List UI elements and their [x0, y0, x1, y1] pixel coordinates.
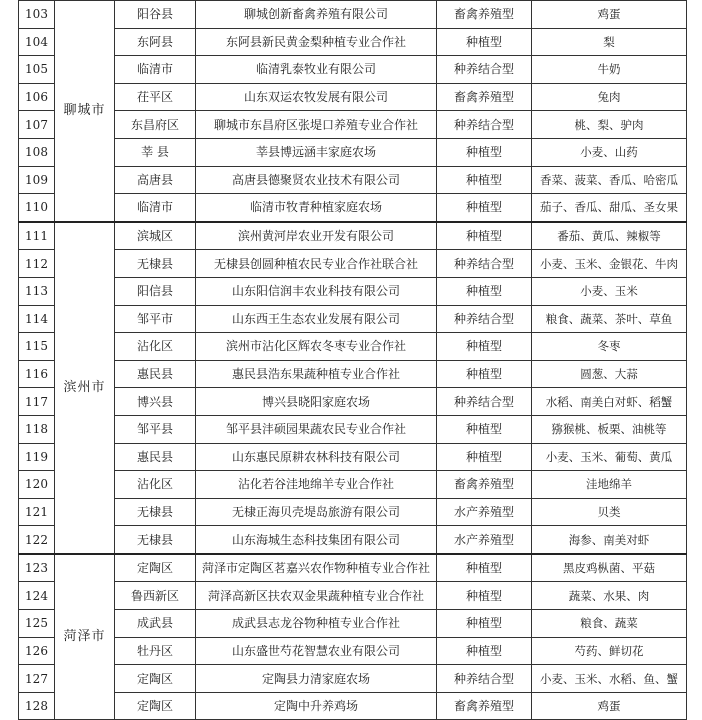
county-cell: 邹平县	[115, 415, 196, 443]
row-number-cell: 111	[19, 222, 55, 250]
city-cell: 聊城市	[55, 1, 115, 222]
product-cell: 水稻、南美白对虾、稻蟹	[532, 388, 687, 416]
entity-name-cell: 博兴县晓阳家庭农场	[196, 388, 437, 416]
entity-name-cell: 山东惠民原耕农林科技有限公司	[196, 443, 437, 471]
county-cell: 滨城区	[115, 222, 196, 250]
county-cell: 鲁西新区	[115, 582, 196, 610]
entity-name-cell: 聊城创新畜禽养殖有限公司	[196, 1, 437, 29]
table-row	[19, 610, 687, 638]
county-cell: 惠民县	[115, 360, 196, 388]
farm-type-cell: 种植型	[437, 194, 532, 222]
county-cell: 定陶区	[115, 692, 196, 720]
product-cell: 贝类	[532, 498, 687, 526]
county-cell: 博兴县	[115, 388, 196, 416]
city-cell: 滨州市	[55, 222, 115, 554]
row-number-cell: 122	[19, 526, 55, 554]
table-row	[19, 582, 687, 610]
entity-name-cell: 莘县博远涵丰家庭农场	[196, 138, 437, 166]
table-row	[19, 222, 687, 250]
county-cell: 定陶区	[115, 665, 196, 693]
farm-type-cell: 种植型	[437, 637, 532, 665]
entity-name-cell: 菏泽高新区扶农双金果蔬种植专业合作社	[196, 582, 437, 610]
table-row	[19, 360, 687, 388]
product-cell: 小麦、山药	[532, 138, 687, 166]
table-row	[19, 415, 687, 443]
entity-name-cell: 惠民县浩东果蔬种植专业合作社	[196, 360, 437, 388]
product-cell: 鸡蛋	[532, 692, 687, 720]
row-number-cell: 109	[19, 166, 55, 194]
table-row	[19, 1, 687, 29]
county-cell: 阳谷县	[115, 1, 196, 29]
product-cell: 番茄、黄瓜、辣椒等	[532, 222, 687, 250]
entity-name-cell: 滨州市沾化区辉农冬枣专业合作社	[196, 333, 437, 361]
county-cell: 邹平市	[115, 305, 196, 333]
entity-name-cell: 山东海城生态科技集团有限公司	[196, 526, 437, 554]
entity-name-cell: 聊城市东昌府区张堤口养殖专业合作社	[196, 111, 437, 139]
product-cell: 小麦、玉米、葡萄、黄瓜	[532, 443, 687, 471]
table-row	[19, 498, 687, 526]
farm-type-cell: 畜禽养殖型	[437, 83, 532, 111]
table-row	[19, 250, 687, 278]
county-cell: 牡丹区	[115, 637, 196, 665]
county-cell: 临清市	[115, 194, 196, 222]
farm-type-cell: 种养结合型	[437, 250, 532, 278]
farm-type-cell: 种植型	[437, 333, 532, 361]
farm-type-cell: 种养结合型	[437, 665, 532, 693]
county-cell: 高唐县	[115, 166, 196, 194]
farm-type-cell: 种植型	[437, 443, 532, 471]
row-number-cell: 103	[19, 1, 55, 29]
county-cell: 沾化区	[115, 471, 196, 499]
table-body	[19, 1, 687, 720]
row-number-cell: 116	[19, 360, 55, 388]
row-number-cell: 126	[19, 637, 55, 665]
row-number-cell: 127	[19, 665, 55, 693]
table-row	[19, 111, 687, 139]
entity-name-cell: 定陶中升养鸡场	[196, 692, 437, 720]
entity-name-cell: 定陶县力清家庭农场	[196, 665, 437, 693]
product-cell: 香菜、菠菜、香瓜、哈密瓜	[532, 166, 687, 194]
entity-name-cell: 成武县志龙谷物种植专业合作社	[196, 610, 437, 638]
row-number-cell: 107	[19, 111, 55, 139]
entity-name-cell: 临清乳泰牧业有限公司	[196, 56, 437, 84]
product-cell: 桃、梨、驴肉	[532, 111, 687, 139]
entity-name-cell: 滨州黄河岸农业开发有限公司	[196, 222, 437, 250]
product-cell: 黑皮鸡枞菌、平菇	[532, 554, 687, 582]
farm-type-cell: 水产养殖型	[437, 498, 532, 526]
county-cell: 惠民县	[115, 443, 196, 471]
entity-name-cell: 山东西王生态农业发展有限公司	[196, 305, 437, 333]
product-cell: 兔肉	[532, 83, 687, 111]
product-cell: 茄子、香瓜、甜瓜、圣女果	[532, 194, 687, 222]
row-number-cell: 125	[19, 610, 55, 638]
farm-type-cell: 种植型	[437, 610, 532, 638]
farm-type-cell: 种植型	[437, 277, 532, 305]
county-cell: 阳信县	[115, 277, 196, 305]
row-number-cell: 108	[19, 138, 55, 166]
county-cell: 临清市	[115, 56, 196, 84]
product-cell: 小麦、玉米、水稻、鱼、蟹	[532, 665, 687, 693]
row-number-cell: 124	[19, 582, 55, 610]
entity-name-cell: 菏泽市定陶区茗嘉兴农作物种植专业合作社	[196, 554, 437, 582]
product-cell: 芍药、鲜切花	[532, 637, 687, 665]
farm-type-cell: 种植型	[437, 222, 532, 250]
table-row	[19, 277, 687, 305]
product-cell: 猕猴桃、板栗、油桃等	[532, 415, 687, 443]
table-row	[19, 443, 687, 471]
table-row	[19, 305, 687, 333]
entity-name-cell: 邹平县沣硕园果蔬农民专业合作社	[196, 415, 437, 443]
product-cell: 鸡蛋	[532, 1, 687, 29]
county-cell: 沾化区	[115, 333, 196, 361]
product-cell: 梨	[532, 28, 687, 56]
county-cell: 无棣县	[115, 498, 196, 526]
product-cell: 蔬菜、水果、肉	[532, 582, 687, 610]
demonstration-farm-table	[18, 0, 687, 720]
row-number-cell: 123	[19, 554, 55, 582]
farm-type-cell: 种植型	[437, 166, 532, 194]
entity-name-cell: 山东盛世芍花智慧农业有限公司	[196, 637, 437, 665]
table-row	[19, 83, 687, 111]
entity-name-cell: 东阿县新民黄金梨种植专业合作社	[196, 28, 437, 56]
farm-type-cell: 畜禽养殖型	[437, 1, 532, 29]
farm-type-cell: 种植型	[437, 582, 532, 610]
farm-type-cell: 畜禽养殖型	[437, 692, 532, 720]
farm-type-cell: 畜禽养殖型	[437, 471, 532, 499]
farm-type-cell: 种植型	[437, 415, 532, 443]
entity-name-cell: 临清市牧青种植家庭农场	[196, 194, 437, 222]
row-number-cell: 110	[19, 194, 55, 222]
entity-name-cell: 山东双运农牧发展有限公司	[196, 83, 437, 111]
farm-type-cell: 水产养殖型	[437, 526, 532, 554]
product-cell: 洼地绵羊	[532, 471, 687, 499]
row-number-cell: 106	[19, 83, 55, 111]
product-cell: 海参、南美对虾	[532, 526, 687, 554]
product-cell: 粮食、蔬菜、茶叶、草鱼	[532, 305, 687, 333]
table-row	[19, 554, 687, 582]
product-cell: 冬枣	[532, 333, 687, 361]
table-row	[19, 388, 687, 416]
product-cell: 牛奶	[532, 56, 687, 84]
entity-name-cell: 无棣正海贝壳堤岛旅游有限公司	[196, 498, 437, 526]
farm-type-cell: 种养结合型	[437, 305, 532, 333]
table-row	[19, 471, 687, 499]
entity-name-cell: 高唐县德聚贤农业技术有限公司	[196, 166, 437, 194]
table-row	[19, 526, 687, 554]
table-row	[19, 56, 687, 84]
farm-type-cell: 种植型	[437, 554, 532, 582]
farm-type-cell: 种养结合型	[437, 56, 532, 84]
county-cell: 东昌府区	[115, 111, 196, 139]
county-cell: 成武县	[115, 610, 196, 638]
table-row	[19, 637, 687, 665]
table-row	[19, 166, 687, 194]
row-number-cell: 119	[19, 443, 55, 471]
row-number-cell: 114	[19, 305, 55, 333]
table-row	[19, 692, 687, 720]
row-number-cell: 113	[19, 277, 55, 305]
row-number-cell: 115	[19, 333, 55, 361]
table-row	[19, 28, 687, 56]
county-cell: 无棣县	[115, 250, 196, 278]
farm-type-cell: 种养结合型	[437, 111, 532, 139]
city-cell: 菏泽市	[55, 554, 115, 720]
row-number-cell: 104	[19, 28, 55, 56]
county-cell: 定陶区	[115, 554, 196, 582]
row-number-cell: 118	[19, 415, 55, 443]
row-number-cell: 112	[19, 250, 55, 278]
table-row	[19, 333, 687, 361]
table-row	[19, 138, 687, 166]
product-cell: 小麦、玉米、金银花、牛肉	[532, 250, 687, 278]
county-cell: 茌平区	[115, 83, 196, 111]
row-number-cell: 121	[19, 498, 55, 526]
product-cell: 小麦、玉米	[532, 277, 687, 305]
row-number-cell: 117	[19, 388, 55, 416]
row-number-cell: 128	[19, 692, 55, 720]
table-row	[19, 665, 687, 693]
row-number-cell: 120	[19, 471, 55, 499]
county-cell: 东阿县	[115, 28, 196, 56]
county-cell: 无棣县	[115, 526, 196, 554]
county-cell: 莘 县	[115, 138, 196, 166]
farm-type-cell: 种植型	[437, 28, 532, 56]
farm-type-cell: 种植型	[437, 138, 532, 166]
row-number-cell: 105	[19, 56, 55, 84]
entity-name-cell: 无棣县创圆种植农民专业合作社联合社	[196, 250, 437, 278]
entity-name-cell: 山东阳信润丰农业科技有限公司	[196, 277, 437, 305]
table-row	[19, 194, 687, 222]
product-cell: 圆葱、大蒜	[532, 360, 687, 388]
farm-type-cell: 种植型	[437, 360, 532, 388]
farm-type-cell: 种养结合型	[437, 388, 532, 416]
product-cell: 粮食、蔬菜	[532, 610, 687, 638]
entity-name-cell: 沾化若谷洼地绵羊专业合作社	[196, 471, 437, 499]
